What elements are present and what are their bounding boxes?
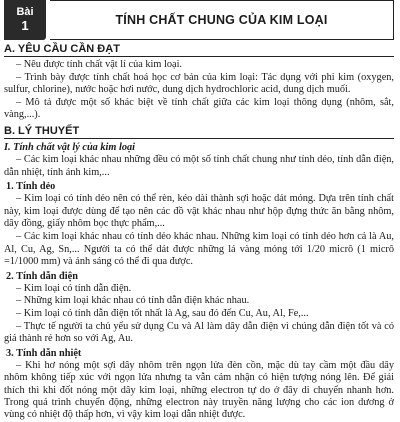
- sub1-item-1: – Kim loại có tính dẻo nên có thể rèn, kéo dài thành sợi hoặc dát mỏng. Dựa trên tính chất này, kim loại được dùng để tạo nên các đồ vật khác nhau như hộp đựng thức ăn bằng nhôm, dây đồng, giấy nhôm bọc thực phẩm,...: [4, 193, 394, 230]
- sub2-item-3: – Kim loại có tính dẫn điện tốt nhất là Ag, sau đó đến Cu, Au, Al, Fe,...: [16, 307, 309, 319]
- section-a-item-3: – Mô tả được một số khác biệt về tính chất giữa các kim loại thông dụng (nhôm, sắt, vàng,...).: [4, 96, 394, 121]
- lesson-header: [4, 0, 394, 40]
- badge-number: 1: [21, 17, 29, 33]
- lesson-title: TÍNH CHẤT CHUNG CỦA KIM LOẠI: [50, 0, 394, 40]
- sub3-item-1: – Khi hơ nóng một sợi dây nhôm trên ngọn lửa đèn cồn, mặc dù tay cầm một đầu dây nhôm không tiếp xúc với ngọn lửa nhưng ta vẫn cảm nhận có hiện tượng nóng lên. Để giải thích thì khi đốt nóng một dây kim loại, những electron tự do ở đây di chuyển nhanh hơn. Trong quá trình chuyển động, những electron này truyền năng lượng cho các ion dương ở vùng có nhiệt độ thấp hơn, vì vậy kim loại dẫn nhiệt được.: [4, 359, 394, 421]
- section-a-heading: A. YÊU CẦU CẦN ĐẠT: [4, 43, 394, 57]
- badge-label: Bài: [16, 6, 34, 19]
- sub2-title: 2. Tính dẫn điện: [6, 270, 78, 282]
- lesson-badge: [4, 0, 46, 40]
- section-a-item-2: – Trình bày được tính chất hoá học cơ bản của kim loại: Tác dụng với phi kim (oxygen, sulfur, chlorine), nước hoặc hơi nước, dung dịch hydrochloric acid, dung dịch muối.: [4, 71, 394, 96]
- sub1-title: 1. Tính dẻo: [6, 181, 56, 193]
- part1-title: I. Tính chất vật lý của kim loại: [4, 141, 136, 153]
- sub2-item-2: – Những kim loại khác nhau có tính dẫn điện khác nhau.: [16, 295, 250, 307]
- section-b-heading: B. LÝ THUYẾT: [4, 125, 394, 139]
- section-a-item-1: – Nêu được tính chất vật lí của kim loại.: [16, 59, 183, 70]
- sub1-item-2: – Các kim loại khác nhau có tính dẻo khác nhau. Những kim loại có tính dẻo hơn cả là Au, Al, Cu, Ag, Sn,... Người ta có thể dát được những lá vàng mỏng tới 1/20 micrô (1 micrô =1/1000 mm) và ánh sáng có thể đi qua được.: [4, 230, 394, 268]
- sub3-title: 3. Tính dẫn nhiệt: [6, 347, 82, 359]
- part1-intro: – Các kim loại khác nhau những đều có một số tính chất chung như tính dẻo, tính dẫn điện, dẫn nhiệt, tính ánh kim,...: [4, 153, 394, 178]
- sub2-item-4: – Thực tế người ta chủ yếu sử dụng Cu và Al làm dây dẫn điện vì chúng dẫn điện tốt và có giá thành rẻ hơn so với Ag, Au.: [4, 320, 394, 345]
- sub2-item-1: – Kim loại có tính dẫn điện.: [16, 282, 132, 294]
